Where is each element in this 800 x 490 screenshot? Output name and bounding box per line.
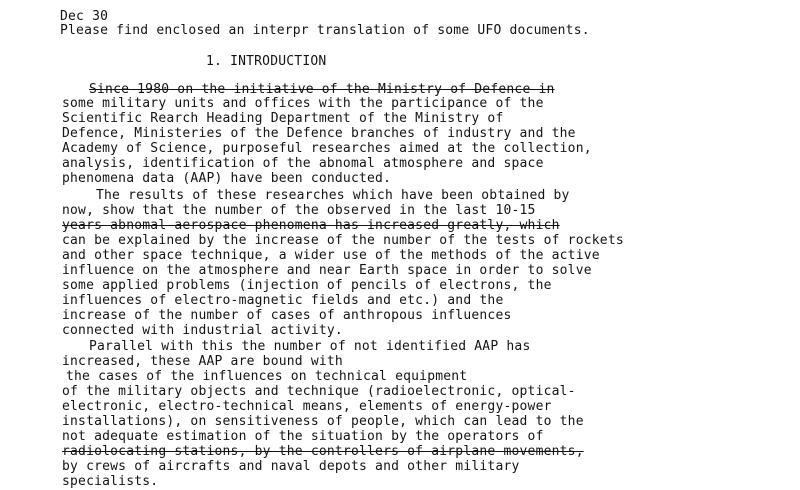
paragraph-1-line-5: Academy of Science, purposeful researches aimed at the collection, xyxy=(62,141,592,156)
paragraph-1-line-6: analysis, identification of the abnomal atmosphere and space xyxy=(62,156,544,171)
paragraph-2-line-2: now, show that the number of the observed in the last 10-15 xyxy=(62,203,536,218)
paragraph-3-line-5: electronic, electro-technical means, elements of energy-power xyxy=(62,399,552,414)
paragraph-3-line-1: Parallel with this the number of not identified AAP has xyxy=(89,339,531,354)
paragraph-2-line-6: influence on the atmosphere and near Earth space in order to solve xyxy=(62,263,592,278)
paragraph-1-line-4: Defence, Ministeries of the Defence branches of industry and the xyxy=(62,126,576,141)
paragraph-2-line-9: increase of the number of cases of anthropous influences xyxy=(62,308,512,323)
paragraph-3-line-3: the cases of the influences on technical equipment xyxy=(66,369,468,384)
paragraph-1-line-1: Since 1980 on the initiative of the Ministry of Defence in xyxy=(89,82,555,97)
paragraph-2-line-3: years abnomal aerospace phenomena has increased greatly, which xyxy=(62,218,560,233)
paragraph-2-line-4: can be explained by the increase of the number of the tests of rockets xyxy=(62,233,624,248)
paragraph-3-line-4: of the military objects and technique (radioelectronic, optical- xyxy=(62,384,576,399)
paragraph-2-line-5: and other space technique, a wider use of the methods of the active xyxy=(62,248,600,263)
paragraph-2-line-10: connected with industrial activity. xyxy=(62,323,343,338)
cover-note: Please find enclosed an interpr translation of some UFO documents. xyxy=(60,23,590,38)
paragraph-2-line-8: influences of electro-magnetic fields and etc.) and the xyxy=(62,293,504,308)
paragraph-2-line-1: The results of these researches which have been obtained by xyxy=(96,188,570,203)
section-heading: 1. INTRODUCTION xyxy=(206,54,327,69)
paragraph-3-line-10: specialists. xyxy=(62,474,159,489)
paragraph-3-line-6: installations), on sensitiveness of people, which can lead to the xyxy=(62,414,584,429)
date-line: Dec 30 xyxy=(60,9,109,24)
paragraph-2-line-7: some applied problems (injection of pencils of electrons, the xyxy=(62,278,552,293)
paragraph-1-line-2: some military units and offices with the participance of the xyxy=(62,96,544,111)
paragraph-3-line-2: increased, these AAP are bound with xyxy=(62,354,343,369)
paragraph-1-line-3: Scientific Rearch Heading Department of the Ministry of xyxy=(62,111,504,126)
paragraph-1-line-7: phenomena data (AAP) have been conducted. xyxy=(62,171,392,186)
paragraph-3-line-9: by crews of aircrafts and naval depots and other military xyxy=(62,459,520,474)
paragraph-3-line-8: radiolocating stations, by the controllers of airplane movements, xyxy=(62,444,584,459)
paragraph-3-line-7: not adequate estimation of the situation by the operators of xyxy=(62,429,544,444)
